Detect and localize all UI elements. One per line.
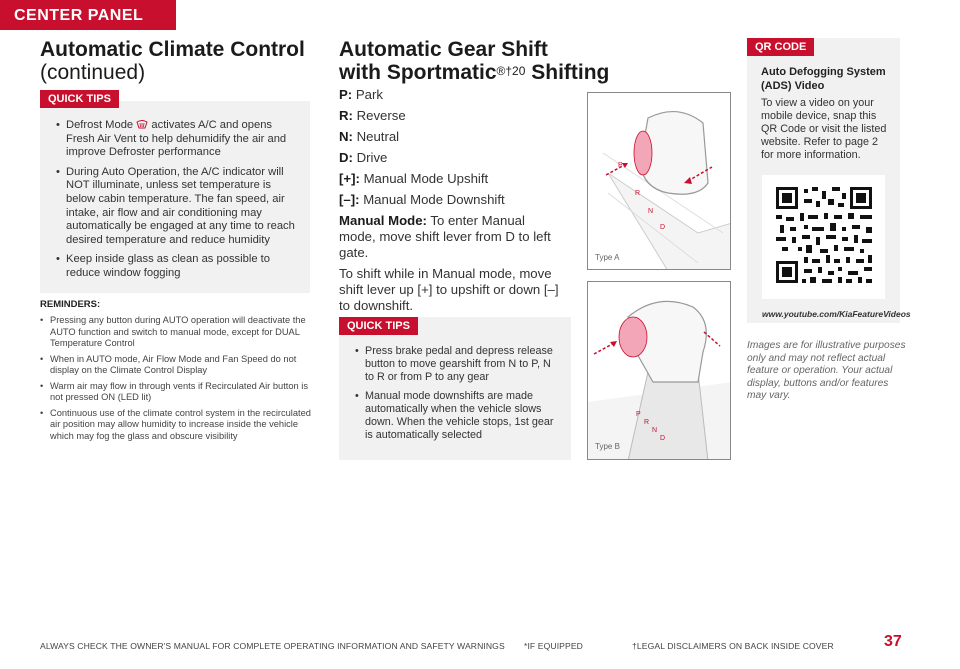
- illustration-disclaimer: Images are for illustrative purposes only and may not reflect actual feature or operation. Your actual display, buttons and/or features may vary.: [747, 340, 906, 401]
- climate-tips-list: [56, 119, 296, 287]
- gear-label: Park: [355, 87, 383, 102]
- gate-letter-d-b: D: [660, 435, 666, 442]
- shifter-type-a-illustration: [588, 93, 731, 270]
- gear-quick-tips-box: [339, 317, 571, 460]
- qr-description: To view a video on your mobile device, snap this QR Code or visit the listed website. Refer to page 2 for more information.: [761, 97, 887, 161]
- gear-title-line1: Automatic Gear Shift: [339, 38, 548, 61]
- tip-defrost: [56, 119, 296, 160]
- gate-letter-r-b: R: [644, 419, 650, 426]
- section-tab: CENTER PANEL: [0, 0, 176, 30]
- qr-title: Auto Defogging System (ADS) Video: [761, 66, 886, 92]
- qr-code-tag: QR CODE: [747, 38, 814, 56]
- gear-item-neutral: [339, 129, 564, 145]
- footer-if-equipped: *IF EQUIPPED: [524, 641, 583, 651]
- defrost-icon: [136, 120, 148, 129]
- gate-letter-d-a: D: [660, 224, 666, 231]
- reminder-item: • Pressing any button during AUTO operation will deactivate the AUTO function and switch to manual mode, except for DUAL Temperature Control: [40, 315, 312, 350]
- manual-mode-body: To enter Manual mode, move shift lever from D to left gate.: [339, 213, 551, 260]
- reminder-item: • Continuous use of the climate control system in the recirculated air position may allow humidity to increase inside the vehicle which may fog the glass and obscure visibility: [40, 408, 312, 443]
- type-b-label: Type B: [595, 442, 620, 451]
- page-number: 37: [884, 633, 902, 650]
- manual-mode-text: [339, 213, 564, 261]
- gear-quick-tips-tag: QUICK TIPS: [339, 317, 418, 335]
- gear-tip-item: • Press brake pedal and depress release button to move gearshift from N to P, N to R or from P to any gear: [355, 345, 562, 384]
- gear-shift-title: [339, 38, 609, 84]
- tip-defrost-suffix: activates A/C and opens Fresh Air Vent to help dehumidify the air and improve Defroster performance: [66, 119, 287, 159]
- reminders-heading: REMINDERS:: [40, 299, 101, 310]
- footer-legal: †LEGAL DISCLAIMERS ON BACK INSIDE COVER: [632, 641, 834, 651]
- tip-clean-glass: • Keep inside glass as clean as possible to reduce window fogging: [56, 253, 296, 280]
- qr-url[interactable]: www.youtube.com/KiaFeatureVideos: [762, 309, 911, 319]
- type-a-label: Type A: [595, 253, 620, 262]
- reminder-item: • When in AUTO mode, Air Flow Mode and Fan Speed do not display on the Climate Control Display: [40, 354, 312, 377]
- gear-key: N:: [339, 129, 353, 144]
- gear-item-park: [339, 87, 564, 103]
- gear-label: Drive: [356, 150, 388, 165]
- gear-label: Reverse: [356, 108, 406, 123]
- gate-letter-p-a: P: [618, 162, 623, 169]
- gear-item-upshift: [339, 171, 564, 187]
- gate-letter-n-b: N: [652, 427, 658, 434]
- tip-auto-operation: • During Auto Operation, the A/C indicator will NOT illuminate, unless set temperature is below cabin temperature. The fan speed, air intake, air flow and air conditioning may automatically be engaged at any time to reach desired temperature and reduce humidity: [56, 166, 296, 248]
- qr-info: [761, 66, 891, 162]
- qr-code-image[interactable]: [762, 175, 885, 299]
- gear-item-reverse: [339, 108, 564, 124]
- gear-label: Manual Mode Downshift: [363, 192, 505, 207]
- reminder-item: • Warm air may flow in through vents if Recirculated Air button is not pressed ON (LED lit): [40, 381, 312, 404]
- gate-letter-n-a: N: [648, 208, 654, 215]
- gear-label: Manual Mode Upshift: [363, 171, 489, 186]
- shifter-type-b-image: [587, 281, 731, 460]
- climate-title-text: Automatic Climate Control: [40, 38, 305, 61]
- gear-key: [+]:: [339, 171, 360, 186]
- qr-code-icon: [762, 175, 885, 299]
- gate-letter-r-a: R: [635, 190, 641, 197]
- gear-title-line2: with Sportmatic: [339, 61, 497, 84]
- climate-quick-tips-box: [40, 101, 310, 293]
- gear-title-line2-end: Shifting: [531, 61, 610, 84]
- reminders-section: [40, 315, 312, 446]
- manual-mode-key: Manual Mode:: [339, 213, 427, 228]
- gear-key: R:: [339, 108, 353, 123]
- gear-item-downshift: [339, 192, 564, 208]
- gear-key: P:: [339, 87, 353, 102]
- gear-title-sup: ®†20: [496, 64, 526, 78]
- gear-key: D:: [339, 150, 353, 165]
- reminders-list: [40, 315, 312, 442]
- manual-shift-text: To shift while in Manual mode, move shift lever up [+] to upshift or down [–] to downshift.: [339, 266, 559, 313]
- footer-warning: ALWAYS CHECK THE OWNER'S MANUAL FOR COMPLETE OPERATING INFORMATION AND SAFETY WARNINGS: [40, 641, 505, 651]
- gear-tip-item: • Manual mode downshifts are made automatically when the vehicle slows down. When the vehicle stops, 1st gear is automatically selected: [355, 390, 562, 442]
- qr-code-box: [747, 38, 900, 323]
- shifter-type-b-illustration: [588, 282, 731, 460]
- gate-letter-p-b: P: [636, 411, 641, 418]
- gear-item-drive: [339, 150, 564, 166]
- climate-title: [40, 38, 305, 84]
- gear-list: [339, 87, 564, 319]
- gear-label: Neutral: [356, 129, 400, 144]
- climate-subtitle: (continued): [40, 61, 146, 84]
- gear-tips-list: [355, 345, 562, 448]
- climate-quick-tips-tag: QUICK TIPS: [40, 90, 119, 108]
- gear-key: [–]:: [339, 192, 360, 207]
- shifter-type-a-image: [587, 92, 731, 270]
- tip-defrost-prefix: Defrost Mode: [66, 119, 134, 131]
